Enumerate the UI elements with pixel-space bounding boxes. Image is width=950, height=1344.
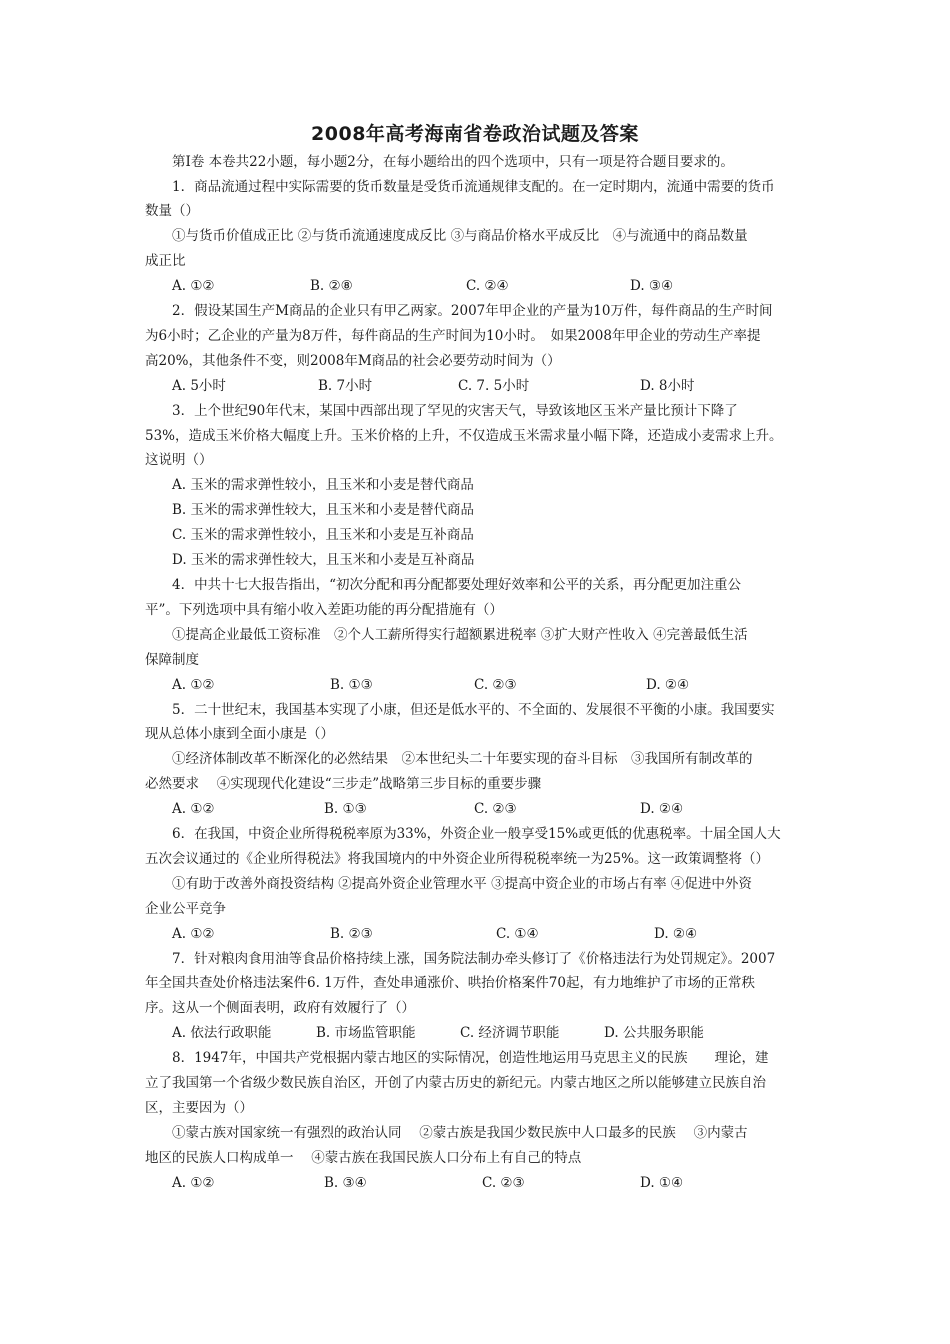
question-6-option-d: D. ②④	[654, 926, 698, 942]
question-6-option-c: C. ①④	[496, 926, 539, 942]
question-3-text: 3．上个世纪90年代末，某国中西部出现了罕见的灾害天气，导致该地区玉米产量比预计下降了	[172, 403, 738, 419]
question-4-text-2: 平”。下列选项中具有缩小收入差距功能的再分配措施有（）	[145, 602, 503, 618]
question-5-statements-2: 必然要求 ④实现现代化建设“三步走”战略第三步目标的重要步骤	[145, 776, 542, 792]
question-4-statements: ①提高企业最低工资标准 ②个人工薪所得实行超额累进税率 ③扩大财产性收入 ④完善最低生活	[172, 627, 748, 643]
question-6-statements: ①有助于改善外商投资结构 ②提高外资企业管理水平 ③提高中资企业的市场占有率 ④促进中外资	[172, 876, 752, 892]
question-5-option-d: D. ②④	[640, 801, 684, 817]
question-6-option-a: A. ①②	[172, 926, 215, 942]
question-2-option-d: D. 8小时	[640, 378, 695, 394]
question-1-statements-2: 成正比	[145, 253, 186, 269]
question-5-option-a: A. ①②	[172, 801, 215, 817]
question-4-option-a: A. ①②	[172, 677, 215, 693]
intro-text: 第Ⅰ卷 本卷共22小题，每小题2分，在每小题给出的四个选项中，只有一项是符合题目要求的。	[172, 154, 734, 170]
question-5-option-b: B. ①③	[324, 801, 367, 817]
question-4-text: 4．中共十七大报告指出，“初次分配和再分配都要处理好效率和公平的关系，再分配更加注重公	[172, 577, 741, 593]
question-4-option-d: D. ②④	[646, 677, 690, 693]
question-7-text-2: 年全国共查处价格违法案件6. 1万件，查处串通涨价、哄抬价格案件70起，有力地维护了市场的正常秩	[145, 975, 755, 991]
question-5-text-2: 现从总体小康到全面小康是（）	[145, 726, 334, 742]
question-1-option-b: B. ②⑧	[310, 278, 353, 294]
question-1-statements: ①与货币价值成正比 ②与货币流通速度成反比 ③与商品价格水平成反比 ④与流通中的商品数量	[172, 228, 748, 244]
question-7-text-3: 序。这从一个侧面表明，政府有效履行了（）	[145, 1000, 415, 1016]
question-8-option-b: B. ③④	[324, 1175, 367, 1191]
question-1-text: 1．商品流通过程中实际需要的货币数量是受货币流通规律支配的。在一定时期内，流通中需要的货币	[172, 179, 775, 195]
question-8-option-d: D. ①④	[640, 1175, 684, 1191]
page-title: 2008年高考海南省卷政治试题及答案	[311, 123, 639, 145]
question-6-option-b: B. ②③	[330, 926, 373, 942]
question-8-option-c: C. ②③	[482, 1175, 525, 1191]
question-3-option-b: B. 玉米的需求弹性较大，且玉米和小麦是替代商品	[172, 502, 475, 518]
question-4-option-c: C. ②③	[474, 677, 517, 693]
question-1-option-d: D. ③④	[630, 278, 674, 294]
question-7-text: 7．针对粮肉食用油等食品价格持续上涨，国务院法制办牵头修订了《价格违法行为处罚规定》。2007	[172, 951, 776, 967]
question-6-text: 6．在我国，中资企业所得税税率原为33%，外资企业一般享受15%或更低的优惠税率。十届全国人大	[172, 826, 781, 842]
question-1-text-2: 数量（）	[145, 203, 199, 219]
question-6-text-2: 五次会议通过的《企业所得税法》将我国境内的中外资企业所得税税率统一为25%。这一政策调整将（）	[145, 851, 770, 867]
question-8-option-a: A. ①②	[172, 1175, 215, 1191]
question-8-text-3: 区，主要因为（）	[145, 1100, 253, 1116]
question-8-statements-2: 地区的民族人口构成单一 ④蒙古族在我国民族人口分布上有自己的特点	[145, 1150, 582, 1166]
question-8-statements: ①蒙古族对国家统一有强烈的政治认同 ②蒙古族是我国少数民族中人口最多的民族 ③内蒙古	[172, 1125, 748, 1141]
question-5-text: 5．二十世纪末，我国基本实现了小康，但还是低水平的、不全面的、发展很不平衡的小康。我国要实	[172, 702, 775, 718]
question-8-text-2: 立了我国第一个省级少数民族自治区，开创了内蒙古历史的新纪元。内蒙古地区之所以能够建立民族自治	[145, 1075, 766, 1091]
question-6-statements-2: 企业公平竞争	[145, 901, 226, 917]
question-1-option-a: A. ①②	[172, 278, 215, 294]
question-8-text: 8．1947年，中国共产党根据内蒙古地区的实际情况，创造性地运用马克思主义的民族 理论，建	[172, 1050, 769, 1066]
question-7-option-d: D. 公共服务职能	[604, 1025, 704, 1041]
question-5-option-c: C. ②③	[474, 801, 517, 817]
question-3-text-2: 53%，造成玉米价格大幅度上升。玉米价格的上升，不仅造成玉米需求量小幅下降，还造成小麦需求上升。	[145, 428, 783, 444]
question-2-option-a: A. 5小时	[172, 378, 226, 394]
question-7-option-a: A. 依法行政职能	[172, 1025, 272, 1041]
question-7-option-c: C. 经济调节职能	[460, 1025, 560, 1041]
question-1-option-c: C. ②④	[466, 278, 509, 294]
question-3-option-a: A. 玉米的需求弹性较小，且玉米和小麦是替代商品	[172, 477, 474, 493]
question-3-option-c: C. 玉米的需求弹性较小，且玉米和小麦是互补商品	[172, 527, 474, 543]
question-4-statements-2: 保障制度	[145, 652, 199, 668]
question-2-text-3: 高20%，其他条件不变，则2008年M商品的社会必要劳动时间为（）	[145, 353, 561, 369]
question-2-text: 2．假设某国生产M商品的企业只有甲乙两家。2007年甲企业的产量为10万件，每件商品的生产时间	[172, 303, 773, 319]
question-3-text-3: 这说明（）	[145, 452, 213, 468]
question-2-option-b: B. 7小时	[318, 378, 373, 394]
question-4-option-b: B. ①③	[330, 677, 373, 693]
question-2-option-c: C. 7. 5小时	[458, 378, 530, 394]
question-7-option-b: B. 市场监管职能	[316, 1025, 416, 1041]
question-5-statements: ①经济体制改革不断深化的必然结果 ②本世纪头二十年要实现的奋斗目标 ③我国所有制改革的	[172, 751, 753, 767]
question-2-text-2: 为6小时；乙企业的产量为8万件，每件商品的生产时间为10小时。 如果2008年甲企业的劳动生产率提	[145, 328, 761, 344]
question-3-option-d: D. 玉米的需求弹性较大，且玉米和小麦是互补商品	[172, 552, 475, 568]
